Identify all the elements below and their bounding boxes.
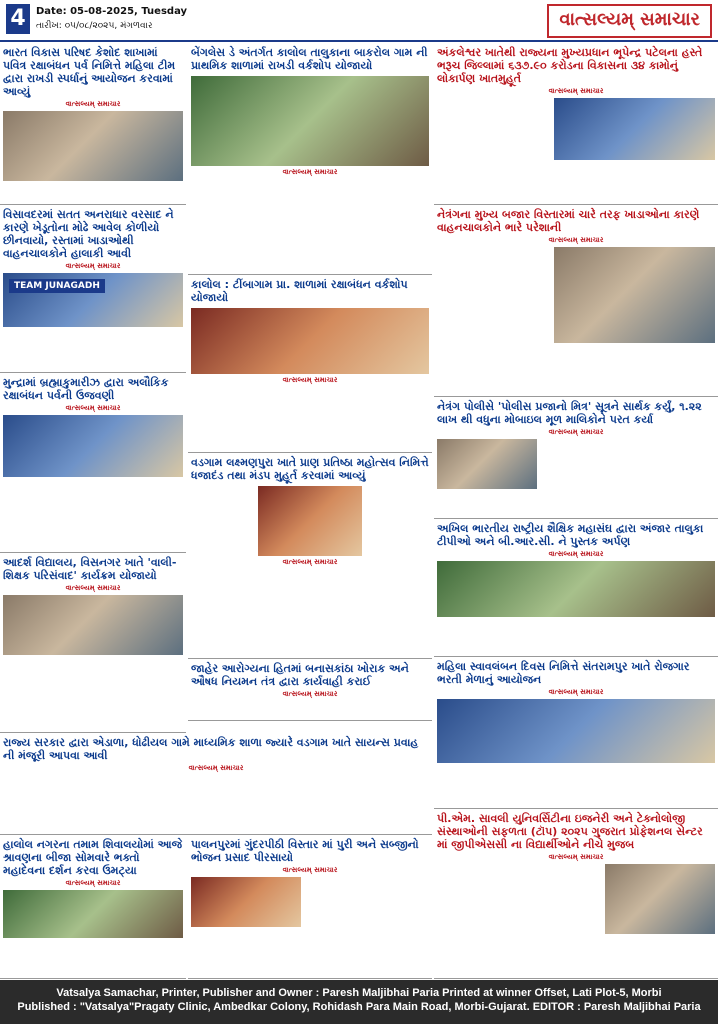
article-17-photo [191,877,301,927]
article-15-photo [605,864,715,934]
article-8 [0,374,186,553]
headline-11: આદર્શ વિદ્યાલય, વિસનગર ખાતે 'વાલી-શિક્ષક પરિસંવાદ' કાર્યક્રમ યોજાયો [3,556,177,582]
article-9 [188,454,432,659]
byline-12: વાત્સલ્યમ્ સમાચાર [282,690,338,698]
byline-6: વાત્સલ્યમ્ સમાચાર [282,376,338,384]
headline-9: વડગામ લક્ષ્મણપુરા ખાતે પ્રાણ પ્રતિષ્ઠા મહોત્સવ નિમિત્તે ધજાદંડ તથા મંડપ મુહૂર્ત કરવામાં આવ્યું [191,456,429,482]
byline-8: વાત્સલ્યમ્ સમાચાર [65,404,121,412]
dateline [36,5,187,33]
headline-5: નેત્રંગના મુખ્ય બજાર વિસ્તારમાં ચારે તરફ ખાડાઓના કારણે વાહનચાલકોને ભારે પરેશાની [437,208,700,234]
date-english: Date: 05-08-2025, Tuesday [36,6,188,17]
headline-6: કાલોલ : ટીંબાગામ પ્રા. શાળામાં રક્ષાબંધન વર્કશોપ યોજાયો [191,278,408,304]
article-5 [434,206,718,397]
byline-15: વાત્સલ્યમ્ સમાચાર [548,853,604,861]
headline-7: નેત્રંગ પોલીસે 'પોલીસ પ્રજાનો મિત્ર' સૂત્રને સાર્થક કર્યું, ૧.૨૨ લાખ થી વધુના મોબાઇલ મૂળ માલિકોને પરત કર્યા [437,400,702,426]
footer-line-2: Published : "Vatsalya"Pragaty Clinic, Ambedkar Colony, Rohidash Para Main Road, Morbi-Gujarat. EDITOR : Paresh Maljibhai Paria [17,1001,701,1013]
article-12 [188,660,432,721]
article-17 [188,836,432,979]
byline-9: વાત્સલ્યમ્ સમાચાર [282,558,338,566]
byline-5: વાત્સલ્યમ્ સમાચાર [548,236,604,244]
article-11 [0,554,186,733]
headline-2: બેંગલેસ ડે અંતર્ગત કાલોલ તાલુકાના બાકરોલ ગામ ની પ્રાથમિક શાળામાં રાખડી વર્કશોપ યોજાયો [191,46,428,72]
newspaper-logo: વાત્સલ્યમ્ સમાચાર [547,4,712,38]
byline-17: વાત્સલ્યમ્ સમાચાર [282,866,338,874]
article-11-photo [3,595,183,655]
article-16-photo [3,890,183,938]
article-2-photo [191,76,429,166]
byline-4: વાત્સલ્યમ્ સમાચાર [65,262,121,270]
article-1-photo [3,111,183,181]
headline-12: જાહેર આરોગ્યના હિતમાં બનાસકાંઠા ખોરાક અને ઔષધ નિયમન તંત્ર દ્વારા કાર્યવાહી કરાઈ [191,662,409,688]
article-8-photo [3,415,183,477]
headline-15: પી.એમ. સાવલી યુનિવર્સિટીના ઇજનેરી અને ટેક્નોલોજી સંસ્થાઓની સફળતા (ટૉપ) ૨૦૨૫ ગુજરાત પ્રોફેશનલ સેન્ટર માં જીપીએસસી ના વિદ્યાર્થીઓને નીચે મુજબ [437,812,703,851]
byline-14: વાત્સલ્યમ્ સમાચાર [188,764,244,772]
headline-4: વિસાવદરમાં સતત અનરાધાર વરસાદ ને કારણે ખેડૂતોના મોઢે આવેલ કોળીયો છીનવાયો, રસ્તામાં ખાડાઓથી વાહનચાલકોને હાલાકી આવી [3,208,174,260]
article-14 [0,734,432,835]
masthead [0,0,718,42]
article-1 [0,44,186,205]
headline-17: પાલનપુરમાં ગુંદરપીઠી વિસ્તાર માં પુરી અને સબ્જીનો ભોજન પ્રસાદ પીરસાયો [191,838,419,864]
footer-line-1: Vatsalya Samachar, Printer, Publisher and Owner : Paresh Maljibhai Paria Printed at winner Offset, Lati Plot-5, Morbi [56,987,662,999]
article-10-photo [437,561,715,617]
page-number: 4 [6,4,30,34]
headline-14: રાજ્ય સરકાર દ્વારા એડાળા, ધોઢીયલ ગામે માધ્યમિક શાળા જ્યારે વડગામ ખાતે સાયન્સ પ્રવાહ ની મંજૂરી આપવા આવી [3,736,419,762]
article-7-photo [437,439,537,489]
team-banner: TEAM JUNAGADH [9,279,105,293]
article-4-photo [3,273,183,327]
byline-13: વાત્સલ્યમ્ સમાચાર [548,688,604,696]
byline-2: વાત્સલ્યમ્ સમાચાર [282,168,338,176]
article-16 [0,836,186,979]
byline-3: વાત્સલ્યમ્ સમાચાર [548,87,604,95]
article-6-photo [191,308,429,374]
byline-16: વાત્સલ્યમ્ સમાચાર [65,879,121,887]
article-13 [434,658,718,809]
article-3 [434,44,718,205]
article-10 [434,520,718,657]
date-gujarati: તારીખ: ૦૫/૦૮/૨૦૨૫, મંગળવાર [36,21,153,31]
article-2 [188,44,432,275]
byline-1: વાત્સલ્યમ્ સમાચાર [65,100,121,108]
article-15 [434,810,718,979]
headline-1: ભારત વિકાસ પરિષદ કેશોદ શાખામાં પવિત્ર રક્ષાબંધન પર્વ નિમિત્તે મહિલા ટીમ દ્વારા રાખડી સ્પર્ધાનું આયોજન કરવામાં આવ્યું [3,46,176,98]
article-13-photo [437,699,715,763]
article-4 [0,206,186,373]
article-9-photo [258,486,362,556]
headline-13: મહિલા સ્વાવલંબન દિવસ નિમિત્તે સંતરામપુર ખાતે રોજગાર ભરતી મેળાનું આયોજન [437,660,690,686]
article-5-photo [554,247,715,343]
article-6 [188,276,432,453]
byline-11: વાત્સલ્યમ્ સમાચાર [65,584,121,592]
article-3-photo [554,98,715,160]
headline-3: અંકલેશ્વર ખાતેથી રાજ્યના મુખ્યપ્રધાન ભૂપેન્દ્ર પટેલના હસ્તે ભરૂચ જિલ્લામાં ૬૩૭.૯૦ કરોડના વિકાસના ૩૪ કામોનું લોકાર્પણ ખાતમુહૂર્ત [437,46,703,85]
article-7 [434,398,718,519]
footer-imprint [0,980,718,1024]
headline-16: હાલોલ નગરના તમામ શિવાલયોમાં આજે શ્રાવણના બીજા સોમવારે ભક્તો મહાદેવના દર્શન કરવા ઉમટ્યા [3,838,182,877]
byline-7: વાત્સલ્યમ્ સમાચાર [548,428,604,436]
byline-10: વાત્સલ્યમ્ સમાચાર [548,550,604,558]
headline-10: અખિલ ભારતીય રાષ્ટ્રીય શૈક્ષિક મહાસંઘ દ્વારા અંજાર તાલુકા ટીપીઓ અને બી.આર.સી. ને પુસ્તક અર્પણ [437,522,704,548]
headline-8: મુન્દ્રામાં બ્રહ્માકુમારીઝ દ્વારા અલૌકિક રક્ષાબંધન પર્વની ઉજવણી [3,376,169,402]
